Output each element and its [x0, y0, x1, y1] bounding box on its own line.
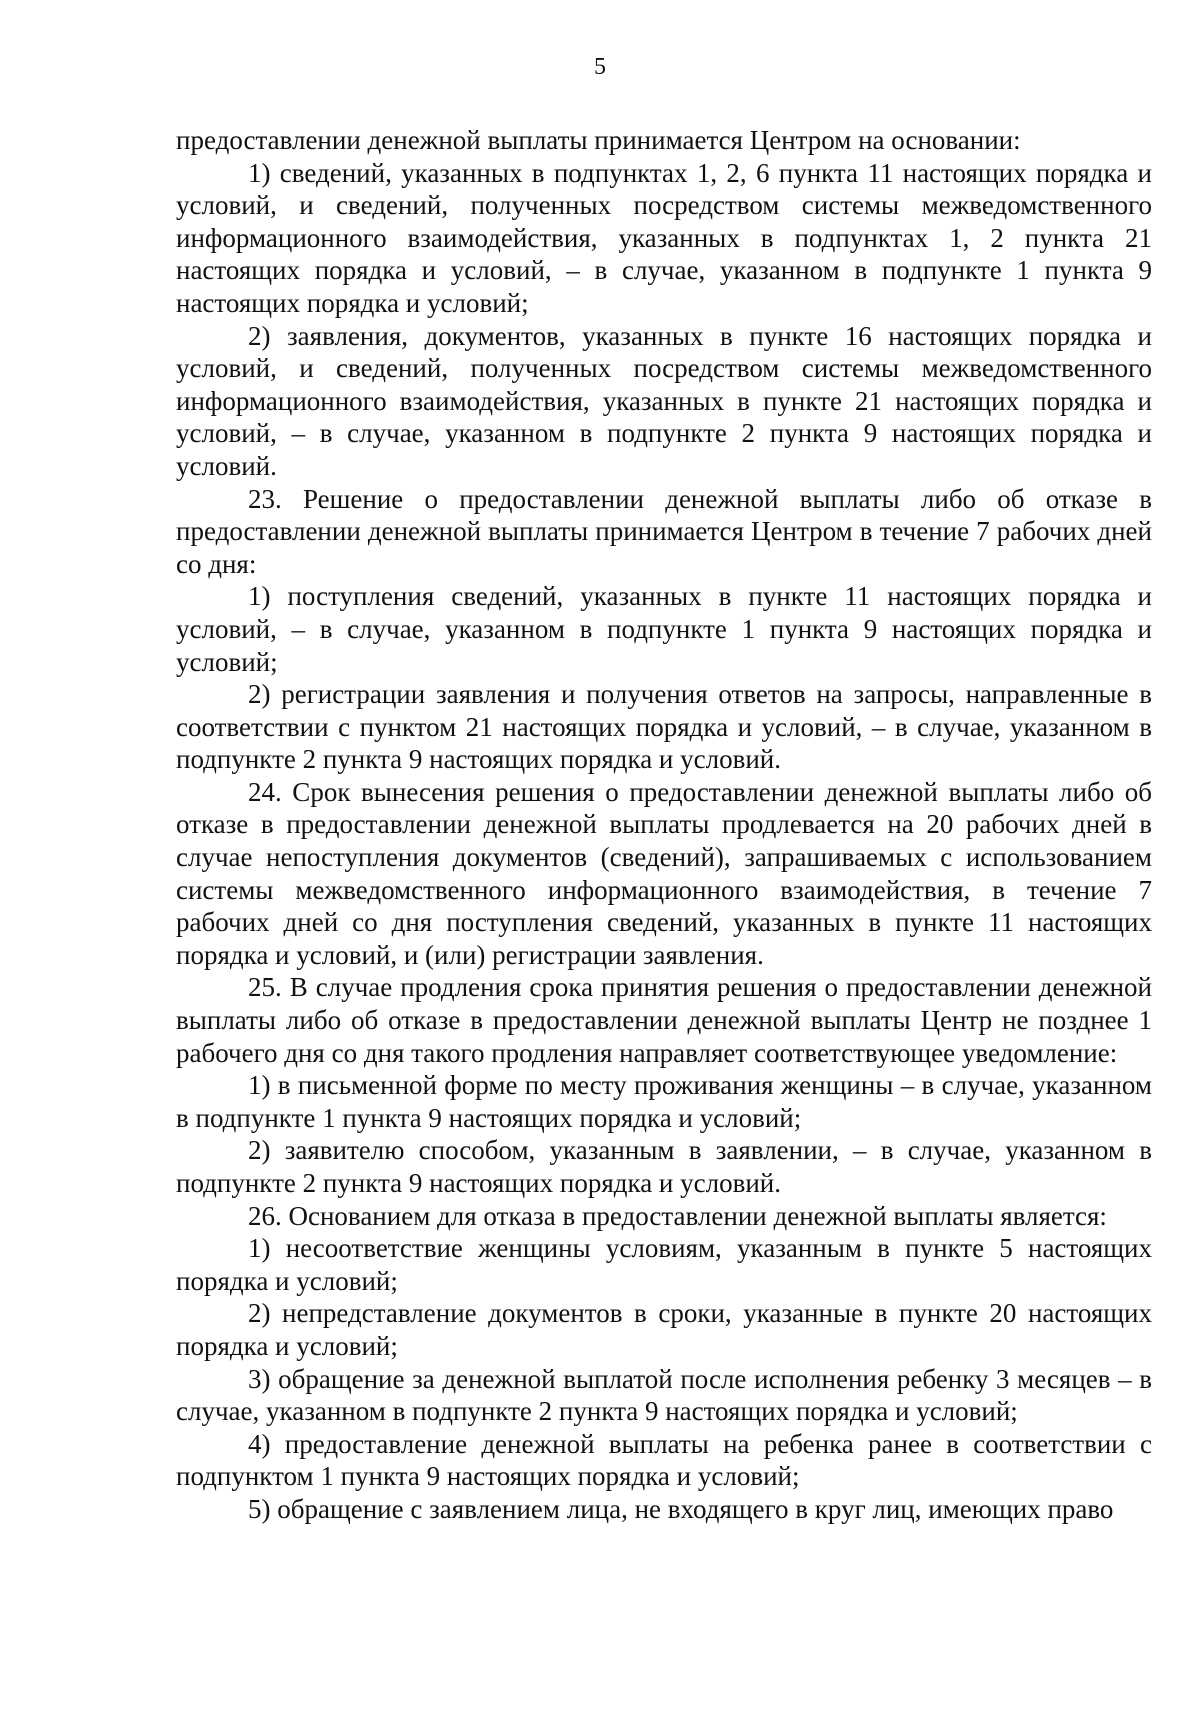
paragraph: 1) несоответствие женщины условиям, указанным в пункте 5 настоящих порядка и условий; — [176, 1233, 1152, 1296]
paragraph: 3) обращение за денежной выплатой после исполнения ребенку 3 месяцев – в случае, указанном в подпункте 2 пункта 9 настоящих порядка и условий; — [176, 1363, 1152, 1427]
paragraph: 1) поступления сведений, указанных в пункте 11 настоящих порядка и условий, – в случае, указанном в подпункте 1 пункта 9 настоящих порядка и условий; — [176, 581, 1152, 677]
document-body — [176, 124, 1152, 1526]
paragraph: 1) в письменной форме по месту проживания женщины – в случае, указанном в подпункте 1 пункта 9 настоящих порядка и условий; — [176, 1070, 1152, 1133]
paragraph: 24. Срок вынесения решения о предоставлении денежной выплаты либо об отказе в предоставлении денежной выплаты продлевается на 20 рабочих дней в случае непоступления документов (сведений), запрашиваемых с использованием системы межведомственного информационного взаимодействия, в течение 7 рабочих дней со дня поступления сведений, указанных в пункте 11 настоящих порядка и условий, и (или) регистрации заявления. — [176, 776, 1152, 970]
paragraph: 2) заявления, документов, указанных в пункте 16 настоящих порядка и условий, и сведений, полученных посредством системы межведомственного информационного взаимодействия, указанных в пункте 21 настоящих порядка и условий, – в случае, указанном в подпункте 2 пункта 9 настоящих порядка и условий. — [176, 320, 1152, 481]
paragraph: 2) непредставление документов в сроки, указанные в пункте 20 настоящих порядка и условий; — [176, 1298, 1152, 1361]
paragraph: 2) регистрации заявления и получения ответов на запросы, направленные в соответствии с пунктом 21 настоящих порядка и условий, – в случае, указанном в подпункте 2 пункта 9 настоящих порядка и условий. — [176, 679, 1152, 775]
paragraph: 25. В случае продления срока принятия решения о предоставлении денежной выплаты либо об отказе в предоставлении денежной выплаты Центр не позднее 1 рабочего дня со дня такого продления направляет соответствующее уведомление: — [176, 972, 1152, 1068]
page-number: 5 — [594, 54, 606, 80]
paragraph: 4) предоставление денежной выплаты на ребенка ранее в соответствии с подпунктом 1 пункта 9 настоящих порядка и условий; — [176, 1428, 1152, 1492]
paragraph-truncated: 5) обращение с заявлением лица, не входящего в круг лиц, имеющих право — [248, 1493, 1114, 1524]
paragraph: 2) заявителю способом, указанным в заявлении, – в случае, указанном в подпункте 2 пункта 9 настоящих порядка и условий. — [176, 1135, 1152, 1198]
paragraph: предоставлении денежной выплаты принимается Центром на основании: — [176, 125, 1021, 155]
paragraph: 23. Решение о предоставлении денежной выплаты либо об отказе в предоставлении денежной выплаты принимается Центром в течение 7 рабочих дней со дня: — [176, 483, 1152, 579]
paragraph: 26. Основанием для отказа в предоставлении денежной выплаты является: — [248, 1200, 1107, 1231]
paragraph: 1) сведений, указанных в подпунктах 1, 2, 6 пункта 11 настоящих порядка и условий, и сведений, полученных посредством системы межведомственного информационного взаимодействия, указанных в подпунктах 1, 2 пункта 21 настоящих порядка и условий, – в случае, указанном в подпункте 1 пункта 9 настоящих порядка и условий; — [176, 157, 1152, 318]
